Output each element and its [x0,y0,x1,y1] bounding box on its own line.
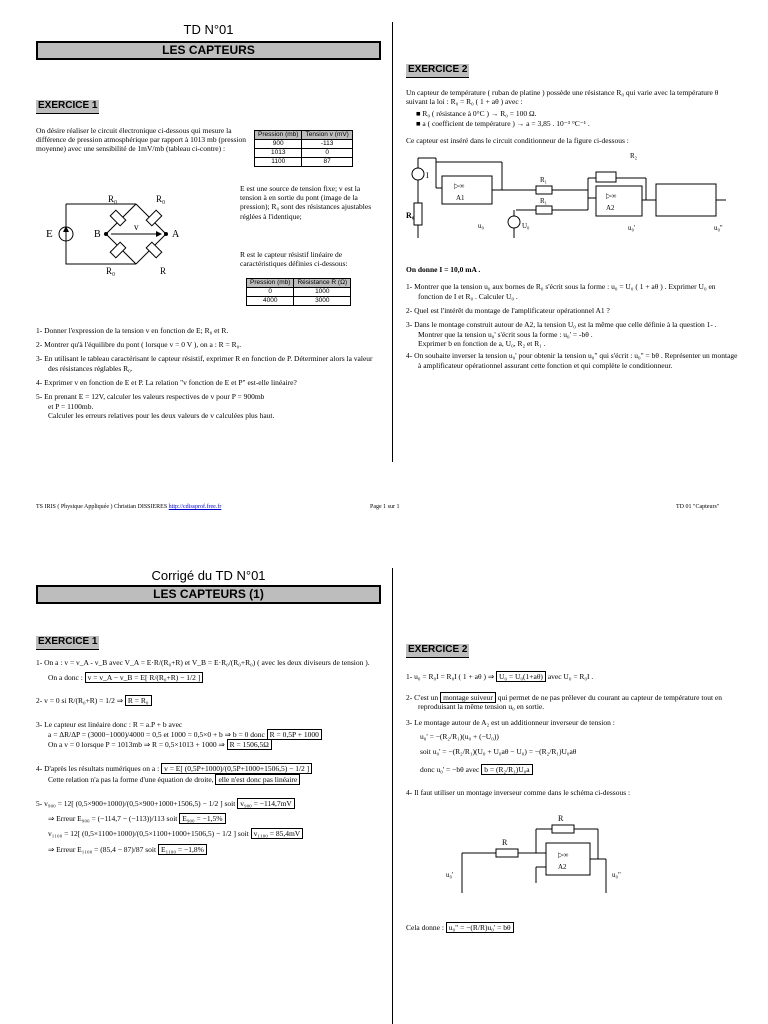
label-u0-double-prime: u₀'' [714,224,723,233]
ex2-given: On donne I = 10,0 mA . [406,264,481,274]
ex1-answer-heading: EXERCICE 1 [36,636,99,650]
label-r1-top: R₁ [540,176,548,185]
inverter-circuit-diagram [406,803,741,913]
ex1-description-1: E est une source de tension fixe; v est la tension à en sortie du pont (image de la pression); R₀ sont des résistances ajustables réglées à l'identique; [240,183,372,221]
label-a2: A2 [606,204,615,213]
table-row: 1013 0 [255,148,353,157]
result-box: U₀ = U₀(1+aθ) [496,671,546,682]
result-box: R = 0,5P + 1000 [267,729,322,740]
result-box: v = E[ (0,5P+1000)/(0,5P+1000+1506,5) − 1/2 ] [161,763,312,774]
result-box: R = 1506,5Ω [227,739,272,750]
ex2-bullet-1: ■ R₀ ( résistance à 0°C ) → R₀ = 100 Ω. [416,109,537,119]
label-u-theta: u₀ [478,222,484,231]
table2-header: Pression (mb) [247,278,294,287]
label-r0: R₀ [406,211,415,221]
page-1-title: TD N°01 [183,22,234,37]
ex1-answer-5-c: v₁₁₀₀ = 12[ (0,5×1100+1000)/(0,5×1100+1000+1506,5) − 1/2 ] soit v₁₁₀₀ = 85,4mV [36,829,386,838]
ex2-answer-4: 4- Il faut utiliser un montage inverseur comme dans le schéma ci-dessous : [406,788,631,798]
ex2-question-3: 3- Dans le montage construit autour de A2, la tension U₀ est la même que celle définie à la question 1- . [406,320,717,330]
footer-doc-name: TD 01 "Capteurs" [676,504,720,510]
footer-link[interactable]: http://cdissprof.free.fr [168,504,222,510]
label-r0-bottom-left: R₀ [106,265,116,276]
label-b: B [94,228,101,240]
ex2-answer-final: Cela donne : u₀" = −(R/R)u₀' = bθ [406,923,741,932]
label-r-input: R [502,837,508,847]
label-r: R [160,265,167,276]
ex2-answer-3-d: donc u₀' = −bθ avec b = (R₂/R₁)U₀a [406,765,741,774]
ex1-question-5-b: et P = 1100mb. [48,401,94,411]
ex2-question-3-b: Montrer que la tension u₀' s'écrit sous la forme : u₀' = -bθ . [418,329,593,339]
page-1-banner: LES CAPTEURS [36,41,381,60]
ex2-intro: Un capteur de température ( ruban de platine ) possède une résistance R₀ qui varie avec la température θ suivant la loi : R₀ = R₀ ( 1 + aθ ) avec : [406,87,719,106]
ex2-question-4: 4- On souhaite inverser la tension u₀' pour obtenir la tension u₀" qui s'écrit : u₀" = bθ . Représenter un montage à amplificateur opérationnel assurant cette fonction et qui complète le conditionneur. [406,351,738,370]
result-box: E₁₁₀₀ = −1,8% [158,844,207,855]
a1-symbol: ▷∞ [454,182,465,191]
ex1-answer-5-b: ⇒ Erreur E₉₀₀ = (−114,7 − (−113))/113 soit E₉₀₀ = −1,5% [36,814,386,823]
bridge-circuit-diagram [36,184,236,284]
p1-exercise-2 [406,64,741,375]
result-box: montage suiveur [440,692,496,703]
label-r1-bottom: R₁ [540,197,548,206]
label-output-voltage: u₀" [612,870,621,879]
conditioner-circuit-diagram [406,148,741,258]
footer-author: TS IRIS ( Physique Appliquée ) Christian DISSIERES http://cdissprof.free.fr [36,504,222,510]
ex1-intro: On désire réaliser le circuit électronique ci-dessous qui mesure la différence de pression atmosphérique par rapport à 1013 mb (pression moyenne) avec une sensibilité de 1mV/mb (tableau ci-contre) : [36,125,247,154]
ex2-answer-3-b: u₀' = −(R₂/R₁)(u₀ + (−U₀)) [420,732,499,741]
label-u0-prime: u₀' [628,224,636,233]
p2-exercise-1 [36,636,386,857]
page-2-banner: LES CAPTEURS (1) [36,585,381,604]
page-2-title: Corrigé du TD N°01 [151,568,266,583]
ex1-answer-5-d: ⇒ Erreur E₁₁₀₀ = (85,4 − 87)/87 soit E₁₁₀₀ = −1,8% [36,845,386,854]
ex1-answer-3-c: On a v = 0 lorsque P = 1013mb ⇒ R = 0,5×1013 + 1000 ⇒ R = 1506,5Ω [36,740,386,749]
label-a1: A1 [456,194,465,203]
ex1-heading: EXERCICE 1 [36,100,99,114]
label-r-feedback: R [558,813,564,823]
ex2-heading: EXERCICE 2 [406,64,469,78]
ex2-inserted: Ce capteur est inséré dans le circuit conditionneur de la figure ci-dessous : [406,136,629,145]
result-box: E₉₀₀ = −1,5% [179,813,225,824]
ex1-answer-2: 2- v = 0 si R/(R₀+R) = 1/2 ⇒ R = R₀ [36,696,386,705]
ex2-question-1: 1- Montrer que la tension u₀ aux bornes de R₀ s'écrit sous la forme : u₀ = U₀ ( 1 + aθ ) . Exprimer U₀ en fonction de I et R₀ . Calculer U₀ . [406,282,716,301]
p2-exercise-2 [406,644,741,935]
ex2-question-2: 2- Quel est l'intérêt du montage de l'amplificateur opérationnel A1 ? [406,305,610,315]
ex1-answer-3: 3- Le capteur est linéaire donc : R = a.P + b avec [36,719,183,729]
ex1-answer-4-b: Cette relation n'a pas la forme d'une équation de droite, elle n'est donc pas linéaire [36,775,386,784]
table-row: 1100 87 [255,157,353,166]
ex2-bullet-2: ■ a ( coefficient de température ) → a = 3,85 . 10⁻³ °C⁻¹ . [416,118,590,128]
label-e: E [46,227,53,240]
ex1-description-2: R est le capteur résistif linéaire de caractéristiques définies ci-dessous: [240,249,348,268]
ex1-question-3: 3- En utilisant le tableau caractérisant le capteur résistif, exprimer R en fonction de P. Déterminer alors la valeur des résistances réglables R₀. [36,354,373,373]
a2-symbol: ▷∞ [558,850,569,859]
ex1-question-5: 5- En prenant E = 12V, calculer les valeurs respectives de v pour P = 900mb [36,392,265,402]
result-box: v = v_A − v_B = E[ R/(R₀+R) − 1/2 ] [85,672,204,683]
label-a: A [172,228,180,240]
label-i: I [426,171,429,181]
pressure-voltage-table [254,130,353,168]
label-r0-top-left: R₀ [108,193,118,204]
ex2-answer-3-c: soit u₀' = −(R₂/R₁)(U₀ + U₀aθ − U₀) = −(R₂/R₁)U₀aθ [420,747,577,757]
ex1-answer-1-result: On a donc : v = v_A − v_B = E[ R/(R₀+R) − 1/2 ] [36,673,386,682]
label-a2: A2 [558,862,567,871]
pressure-resistance-table [246,278,351,306]
page-2 [0,540,768,1024]
label-u0: U₀ [522,222,530,231]
a2-symbol: ▷∞ [606,192,617,201]
ex1-question-4: 4- Exprimer v en fonction de E et P. La relation "v fonction de E et P" est-elle linéaire? [36,378,297,387]
table1-header: Tension v (mV) [302,130,352,139]
ex1-answer-5: 5- v₉₀₀ = 12[ (0,5×900+1000)/(0,5×900+1000+1506,5) − 1/2 ] soit v₉₀₀ = −114,7mV [36,799,386,808]
table2-header: Résistance R (Ω) [294,278,351,287]
ex1-question-5-c: Calculer les erreurs relatives pour les deux valeurs de v calculées plus haut. [48,411,275,421]
ex2-answer-3: 3- Le montage autour de A₂ est un additionneur inverseur de tension : [406,717,615,727]
column-separator [392,22,393,462]
table-row: 0 1000 [247,287,351,296]
ex2-answer-2: 2- C'est un montage suiveur qui permet de ne pas prélever du courant au capteur de température tout en reproduisant la même tension u₀ en sortie. [406,692,722,712]
result-box: u₀" = −(R/R)u₀' = bθ [446,922,514,933]
result-box: R = R₀ [125,695,152,706]
table-row: 4000 3000 [247,296,351,305]
result-box: v₁₁₀₀ = 85,4mV [251,828,304,839]
ex1-answer-3-b: a = ΔR/ΔP = (3000−1000)/4000 = 0,5 et 1000 = 0,5×0 + b ⇒ b = 0 donc R = 0,5P + 1000 [36,730,386,739]
ex2-answer-1: 1- u₀ = R₀I = R₀I ( 1 + aθ ) ⇒ U₀ = U₀(1+aθ) avec U₀ = R₀I . [406,671,594,681]
result-box: b = (R₂/R₁)U₀a [481,764,532,775]
label-input-voltage: u₀' [446,870,454,879]
result-box: elle n'est donc pas linéaire [215,774,300,785]
ex1-question-2: 2- Montrer qu'à l'équilibre du pont ( lorsque v = 0 V ), on a : R = R₀. [36,339,242,349]
ex2-question-3-c: Exprimer b en fonction de a, U₀, R₂ et R₁ . [418,339,546,348]
ex1-answer-1: 1- On a : v = v_A - v_B avec V_A = E·R/(R₀+R) et V_B = E·R₀/(R₀+R₀) ( avec les deux diviseurs de tension ). [36,657,370,667]
ex2-answer-heading: EXERCICE 2 [406,644,469,658]
p1-exercise-1 [36,100,381,466]
ex1-question-1: 1- Donner l'expression de la tension v en fonction de E; R₀ et R. [36,325,229,335]
label-r0-top-right: R₀ [156,193,166,204]
table-row: 900 -113 [255,139,353,148]
column-separator [392,568,393,1024]
label-v: v [134,221,139,232]
footer-page-number: Page 1 sur 1 [370,504,400,510]
label-r2: R₂ [630,152,638,161]
ex1-answer-4: 4- D'après les résultats numériques on a : v = E[ (0,5P+1000)/(0,5P+1000+1506,5) − 1/2 ] [36,764,386,773]
result-box: v₉₀₀ = −114,7mV [237,798,295,809]
table1-header: Pression (mb) [255,130,302,139]
